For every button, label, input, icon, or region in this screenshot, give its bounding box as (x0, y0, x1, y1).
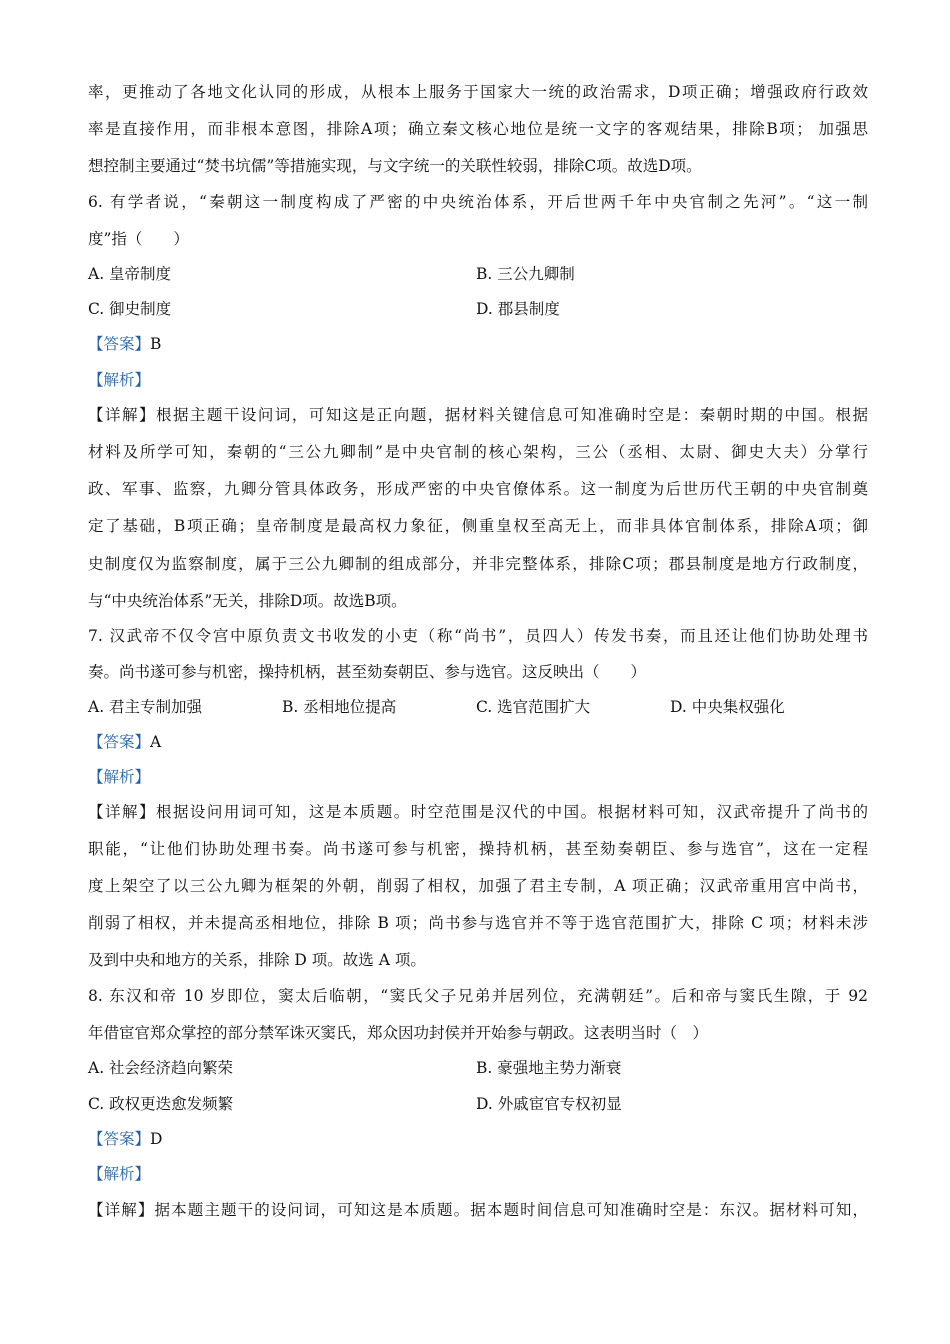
q7-option-c: C. 选官范围扩大 (476, 698, 591, 716)
q6-detail: 政、军事、监察，九卿分管具体政务，形成严密的中央官僚体系。这一制度为后世历代王朝的中央官制奠 (88, 480, 868, 498)
q8-stem: 年借宦官郑众掌控的部分禁军诛灭窦氏，郑众因功封侯并开始参与朝政。这表明当时（ ） (88, 1024, 709, 1042)
q6-answer (88, 334, 868, 354)
q8-option-d: D. 外戚宦官专权初显 (476, 1095, 622, 1113)
q8-option-c: C. 政权更迭愈发频繁 (88, 1095, 234, 1113)
analysis-tag: 【解析】 (88, 768, 151, 786)
q6-detail: 与“中央统治体系”无关，排除D项。故选B项。 (88, 592, 407, 610)
q6-option-d: D. 郡县制度 (476, 300, 560, 318)
q7-stem: 7. 汉武帝不仅令宫中原负责文书收发的小吏（称“尚书”，员四人）传发书奏，而且还让他们协助处理书 (88, 627, 868, 645)
q8-answer (88, 1129, 868, 1149)
q5-explanation-line: 想控制主要通过“焚书坑儒”等措施实现，与文字统一的关联性较弱，排除C项。故选D项。 (88, 157, 702, 175)
q6-detail: 史制度仅为监察制度，属于三公九卿制的组成部分，并非完整体系，排除C项；郡县制度是地方行政制度， (88, 555, 868, 573)
detail-tag: 【详解】 (88, 803, 156, 821)
q7-option-d: D. 中央集权强化 (670, 698, 785, 716)
detail-tag: 【详解】 (88, 1201, 155, 1219)
q6-option-b: B. 三公九卿制 (476, 265, 575, 283)
q6-detail: 定了基础，B项正确；皇帝制度是最高权力象征，侧重皇权至高无上，而非具体官制体系，排除A项；御 (88, 517, 868, 535)
q8-option-b: B. 豪强地主势力渐衰 (476, 1059, 622, 1077)
q5-explanation-line: 率，更推动了各地文化认同的形成，从根本上服务于国家大一统的政治需求，D项正确；增强政府行政效 (88, 83, 868, 101)
detail-text: 根据设问用词可知，这是本质题。时空范围是汉代的中国。根据材料可知，汉武帝提升了尚书的 (155, 803, 868, 821)
answer-value: A (150, 733, 162, 751)
answer-value: B (150, 335, 162, 353)
q6-analysis-heading (88, 370, 868, 390)
detail-tag: 【详解】 (88, 406, 156, 424)
answer-value: D (150, 1130, 163, 1148)
q6-detail: 材料及所学可知，秦朝的“三公九卿制”是中央官制的核心架构，三公（丞相、太尉、御史大夫）分掌行 (88, 443, 868, 461)
q6-stem: 6. 有学者说，“秦朝这一制度构成了严密的中央统治体系，开后世两千年中央官制之先河”。“这一制 (88, 193, 868, 211)
detail-text: 根据主题干设问词，可知这是正向题，据材料关键信息可知准确时空是：秦朝时期的中国。根据 (155, 406, 868, 424)
q7-detail: 职能，“让他们协助处理书奏。尚书遂可参与机密，操持机柄，甚至劾奏朝臣、参与选官”，这在一定程 (88, 840, 868, 858)
q7-detail (88, 802, 868, 822)
q6-detail (88, 405, 868, 425)
q7-option-a: A. 君主专制加强 (88, 698, 203, 716)
q5-explanation-line: 率是直接作用，而非根本意图，排除A项；确立秦文核心地位是统一文字的客观结果，排除B项； 加强思 (88, 120, 868, 138)
q7-detail: 及到中央和地方的关系，排除 D 项。故选 A 项。 (88, 951, 426, 969)
q8-option-a: A. 社会经济趋向繁荣 (88, 1059, 234, 1077)
q7-stem: 奏。尚书遂可参与机密，操持机柄，甚至劾奏朝臣、参与选官。这反映出（ ） (88, 663, 647, 681)
answer-tag: 【答案】 (88, 335, 151, 353)
q7-analysis-heading (88, 767, 868, 787)
answer-tag: 【答案】 (88, 1130, 151, 1148)
q7-answer (88, 732, 868, 752)
q7-detail: 度上架空了以三公九卿为框架的外朝，削弱了相权，加强了君主专制，A 项正确；汉武帝重用宫中尚书， (88, 877, 868, 895)
analysis-tag: 【解析】 (88, 371, 151, 389)
q6-option-c: C. 御史制度 (88, 300, 172, 318)
q6-option-a: A. 皇帝制度 (88, 265, 172, 283)
q8-stem: 8. 东汉和帝 10 岁即位，窦太后临朝，“窦氏父子兄弟并居列位，充满朝廷”。后和帝与窦氏生隙，于 92 (88, 987, 868, 1005)
analysis-tag: 【解析】 (88, 1165, 151, 1183)
answer-tag: 【答案】 (88, 733, 151, 751)
q6-stem: 度”指（ ） (88, 230, 189, 248)
q8-detail (88, 1200, 868, 1220)
q7-option-b: B. 丞相地位提高 (282, 698, 397, 716)
detail-text: 据本题主题干的设问词，可知这是本质题。据本题时间信息可知准确时空是：东汉。据材料可知， (154, 1201, 868, 1219)
q7-detail: 削弱了相权，并未提高丞相地位，排除 B 项；尚书参与选官并不等于选官范围扩大，排除 C 项；材料未涉 (88, 914, 868, 932)
q8-analysis-heading (88, 1164, 868, 1184)
